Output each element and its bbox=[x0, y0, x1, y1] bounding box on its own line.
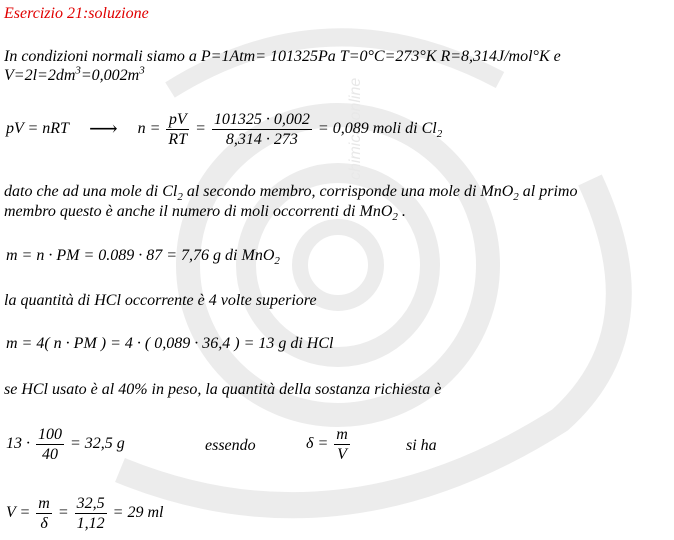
fraction-numerator: m bbox=[38, 494, 50, 512]
eq1-lhs: pV = nRT bbox=[6, 120, 69, 138]
fraction-values bbox=[75, 494, 107, 533]
watermark-text: chimica-online bbox=[347, 77, 364, 180]
fraction-numerator: 100 bbox=[38, 425, 62, 443]
paragraph-2: la quantità di HCl occorrente è 4 volte superiore bbox=[4, 292, 317, 309]
equation-volume bbox=[6, 493, 163, 533]
conditions-sup-2: 3 bbox=[139, 64, 145, 77]
conditions-volume-a: V=2l=2dm bbox=[4, 67, 76, 84]
fraction-denominator: 40 bbox=[42, 445, 58, 463]
eq2-text: m = n · PM = 0.089 · 87 = 7,76 g di MnO bbox=[6, 247, 275, 264]
eq1-n-equals: n = bbox=[137, 120, 161, 138]
essendo-label: essendo bbox=[205, 437, 256, 454]
fraction-numerator: 32,5 bbox=[76, 494, 105, 512]
eq5-lead: V = bbox=[6, 504, 31, 522]
eq4-lead: 13 · bbox=[6, 435, 30, 453]
eq1-result-text: = 0,089 moli di Cl bbox=[317, 120, 437, 138]
eq2-sub: 2 bbox=[274, 255, 280, 268]
eq5-equals: = bbox=[57, 504, 69, 522]
fraction-m-delta bbox=[36, 494, 52, 533]
paragraph-1-line-1 bbox=[4, 183, 578, 204]
page-title: Esercizio 21:soluzione bbox=[4, 5, 149, 22]
fraction-denominator: V bbox=[337, 445, 347, 463]
fraction-denominator: 8,314 · 273 bbox=[225, 130, 298, 148]
fraction-values bbox=[212, 110, 312, 149]
para1-sub-3: 2 bbox=[392, 211, 398, 224]
fraction-m-v bbox=[334, 425, 350, 464]
fraction-100-40 bbox=[36, 425, 64, 464]
equation-ideal-gas bbox=[6, 109, 442, 149]
paragraph-1-line-2 bbox=[4, 203, 406, 224]
eq1-equals: = bbox=[195, 120, 206, 138]
conditions-line-1: In condizioni normali siamo a P=1Atm= 101325Pa T=0°C=273°K R=8,314J/mol°K e bbox=[4, 48, 561, 65]
para1-text-c: al primo bbox=[518, 183, 578, 200]
si-ha-label: si ha bbox=[406, 437, 437, 454]
paragraph-3: se HCl usato è al 40% in peso, la quantità della sostanza richiesta è bbox=[4, 381, 442, 398]
fraction-numerator: pV bbox=[166, 110, 189, 130]
fraction-denominator: 1,12 bbox=[76, 514, 105, 532]
para1-text-a: dato che ad una mole di Cl bbox=[4, 183, 178, 200]
equation-mass-mno2 bbox=[6, 247, 280, 268]
fraction-pv-rt bbox=[166, 110, 189, 149]
conditions-volume-b: =0,002m bbox=[80, 67, 140, 84]
fraction-denominator: δ bbox=[40, 514, 48, 532]
arrow-right-icon: ⟶ bbox=[88, 118, 118, 141]
delta-equals: δ = bbox=[306, 435, 329, 453]
eq4-result: = 32,5 g bbox=[70, 435, 125, 453]
para1-text-d: membro questo è anche il numero di moli occorrenti di MnO bbox=[4, 203, 393, 220]
density-definition bbox=[306, 424, 352, 464]
equation-hcl-solution bbox=[6, 424, 125, 464]
eq1-result-sub: 2 bbox=[436, 128, 443, 141]
conditions-sup-1: 3 bbox=[75, 64, 81, 77]
eq1-result bbox=[318, 109, 442, 149]
para1-sub-2: 2 bbox=[513, 191, 519, 204]
para1-text-e: . bbox=[397, 203, 406, 220]
para1-text-b: al secondo membro, corrisponde una mole di MnO bbox=[182, 183, 514, 200]
fraction-numerator: m bbox=[336, 425, 348, 443]
conditions-line-2 bbox=[4, 64, 145, 85]
fraction-denominator: RT bbox=[168, 130, 188, 148]
para1-sub-1: 2 bbox=[177, 191, 183, 204]
equation-mass-hcl: m = 4( n · PM ) = 4 · ( 0,089 · 36,4 ) = 13 g di HCl bbox=[6, 335, 334, 352]
fraction-numerator: 101325 · 0,002 bbox=[213, 110, 310, 128]
eq5-result: = 29 ml bbox=[112, 504, 164, 522]
